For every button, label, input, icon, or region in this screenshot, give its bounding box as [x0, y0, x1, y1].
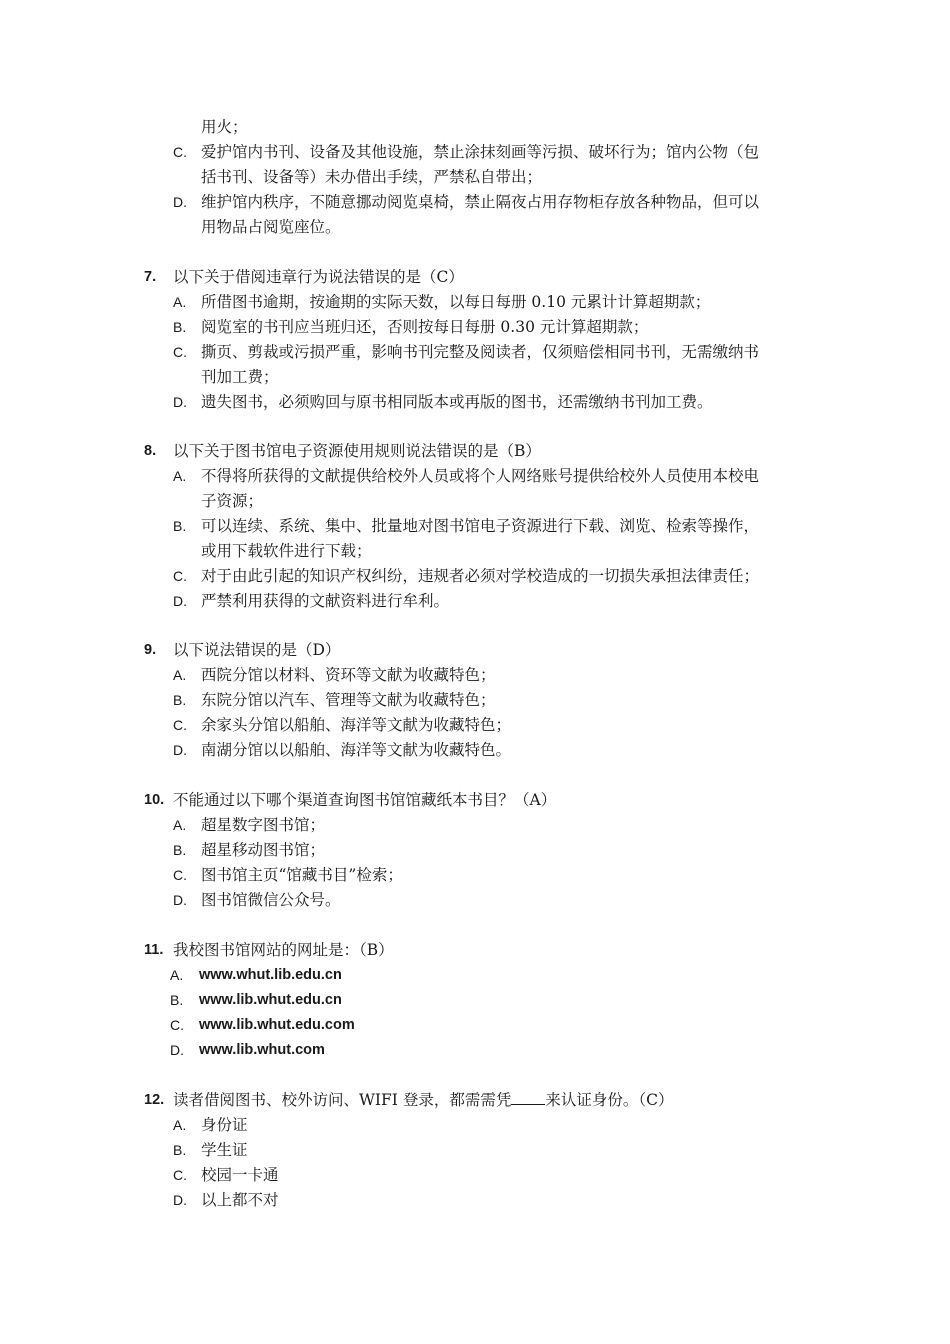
question-number: 8.: [144, 443, 157, 459]
option-text: 以上都不对: [201, 1191, 279, 1209]
option-letter: C.: [173, 568, 187, 584]
url-option: www.lib.whut.edu.cn: [199, 992, 342, 1008]
url-option: www.lib.whut.com: [199, 1042, 325, 1058]
option-text: 刊加工费；: [201, 368, 279, 386]
question-number: 12.: [144, 1092, 165, 1108]
option-text: 括书刊、设备等）未办借出手续，严禁私自带出；: [201, 168, 543, 186]
option-text: 或用下载软件进行下载；: [201, 542, 372, 560]
option-letter: B.: [173, 692, 187, 708]
option-text: 可以连续、系统、集中、批量地对图书馆电子资源进行下载、浏览、检索等操作，: [201, 517, 760, 535]
option-text: 身份证: [201, 1116, 248, 1134]
option-letter: C.: [173, 1167, 187, 1183]
option-letter: D.: [173, 194, 187, 210]
option-text: 爱护馆内书刊、设备及其他设施，禁止涂抹刻画等污损、破坏行为；馆内公物（包: [201, 143, 760, 161]
question-number: 7.: [144, 269, 157, 285]
option-letter: D.: [173, 394, 187, 410]
option-letter: B.: [173, 1142, 187, 1158]
option-letter: D.: [173, 742, 187, 758]
option-text: 阅览室的书刊应当班归还，否则按每日每册 0.30 元计算超期款；: [201, 318, 649, 336]
question-text: 不能通过以下哪个渠道查询图书馆馆藏纸本书目？（A）: [173, 791, 557, 809]
question-text: 我校图书馆网站的网址是：（B）: [173, 941, 394, 959]
option-letter: B.: [173, 518, 187, 534]
option-letter: B.: [170, 992, 184, 1008]
option-text: 东院分馆以汽车、管理等文献为收藏特色；: [201, 691, 496, 709]
option-letter: A.: [170, 967, 184, 983]
option-text: 西院分馆以材料、资环等文献为收藏特色；: [201, 666, 496, 684]
option-text: 余家头分馆以船舶、海洋等文献为收藏特色；: [201, 716, 512, 734]
url-option: www.whut.lib.edu.cn: [199, 967, 342, 983]
option-letter: D.: [173, 593, 187, 609]
option-letter: B.: [173, 842, 187, 858]
option-text: 图书馆微信公众号。: [201, 891, 341, 909]
option-text: 撕页、剪裁或污损严重，影响书刊完整及阅读者，仅须赔偿相同书刊，无需缴纳书: [201, 343, 760, 361]
option-text: 对于由此引起的知识产权纠纷，违规者必须对学校造成的一切损失承担法律责任；: [201, 567, 760, 585]
option-letter: C.: [170, 1017, 184, 1033]
question-text-before-blank: 读者借阅图书、校外访问、WIFI 登录，都需需凭: [173, 1091, 512, 1109]
url-option: www.lib.whut.edu.com: [199, 1017, 355, 1033]
option-letter: A.: [173, 1117, 187, 1133]
option-letter: B.: [173, 319, 187, 335]
question-text: 以下关于借阅违章行为说法错误的是（C）: [173, 268, 464, 286]
option-text: 维护馆内秩序，不随意挪动阅览桌椅，禁止隔夜占用存物柜存放各种物品，但可以: [201, 193, 760, 211]
option-text: 子资源；: [201, 492, 264, 510]
option-text: 遗失图书，必须购回与原书相同版本或再版的图书，还需缴纳书刊加工费。: [201, 393, 713, 411]
option-text: 超星移动图书馆；: [201, 841, 326, 859]
option-letter: A.: [173, 468, 187, 484]
option-b-continuation: 用火；: [201, 118, 248, 136]
fill-in-blank: [511, 1089, 545, 1105]
option-letter: A.: [173, 817, 187, 833]
option-text: 超星数字图书馆；: [201, 816, 326, 834]
option-letter: C.: [173, 144, 187, 160]
option-letter: C.: [173, 344, 187, 360]
option-text: 学生证: [201, 1141, 248, 1159]
option-text: 不得将所获得的文献提供给校外人员或将个人网络账号提供给校外人员使用本校电: [201, 467, 760, 485]
option-text: 严禁利用获得的文献资料进行牟利。: [201, 592, 450, 610]
option-letter: C.: [173, 867, 187, 883]
option-text: 校园一卡通: [201, 1166, 279, 1184]
option-letter: D.: [173, 1192, 187, 1208]
option-text: 图书馆主页“馆藏书目”检索；: [201, 866, 403, 884]
question-text-after-blank: 来认证身份。（C）: [545, 1091, 674, 1109]
question-text: [173, 1089, 674, 1111]
option-text: 用物品占阅览座位。: [201, 218, 341, 236]
option-letter: D.: [170, 1042, 184, 1058]
question-number: 11.: [144, 942, 164, 958]
option-letter: A.: [173, 294, 187, 310]
option-text: 所借图书逾期，按逾期的实际天数，以每日每册 0.10 元累计计算超期款；: [201, 293, 711, 311]
question-number: 10.: [144, 792, 165, 808]
question-number: 9.: [144, 642, 157, 658]
option-letter: C.: [173, 717, 187, 733]
question-text: 以下说法错误的是（D）: [173, 641, 341, 659]
option-letter: D.: [173, 892, 187, 908]
question-text: 以下关于图书馆电子资源使用规则说法错误的是（B）: [173, 442, 541, 460]
option-text: 南湖分馆以以船舶、海洋等文献为收藏特色。: [201, 741, 512, 759]
option-letter: A.: [173, 667, 187, 683]
